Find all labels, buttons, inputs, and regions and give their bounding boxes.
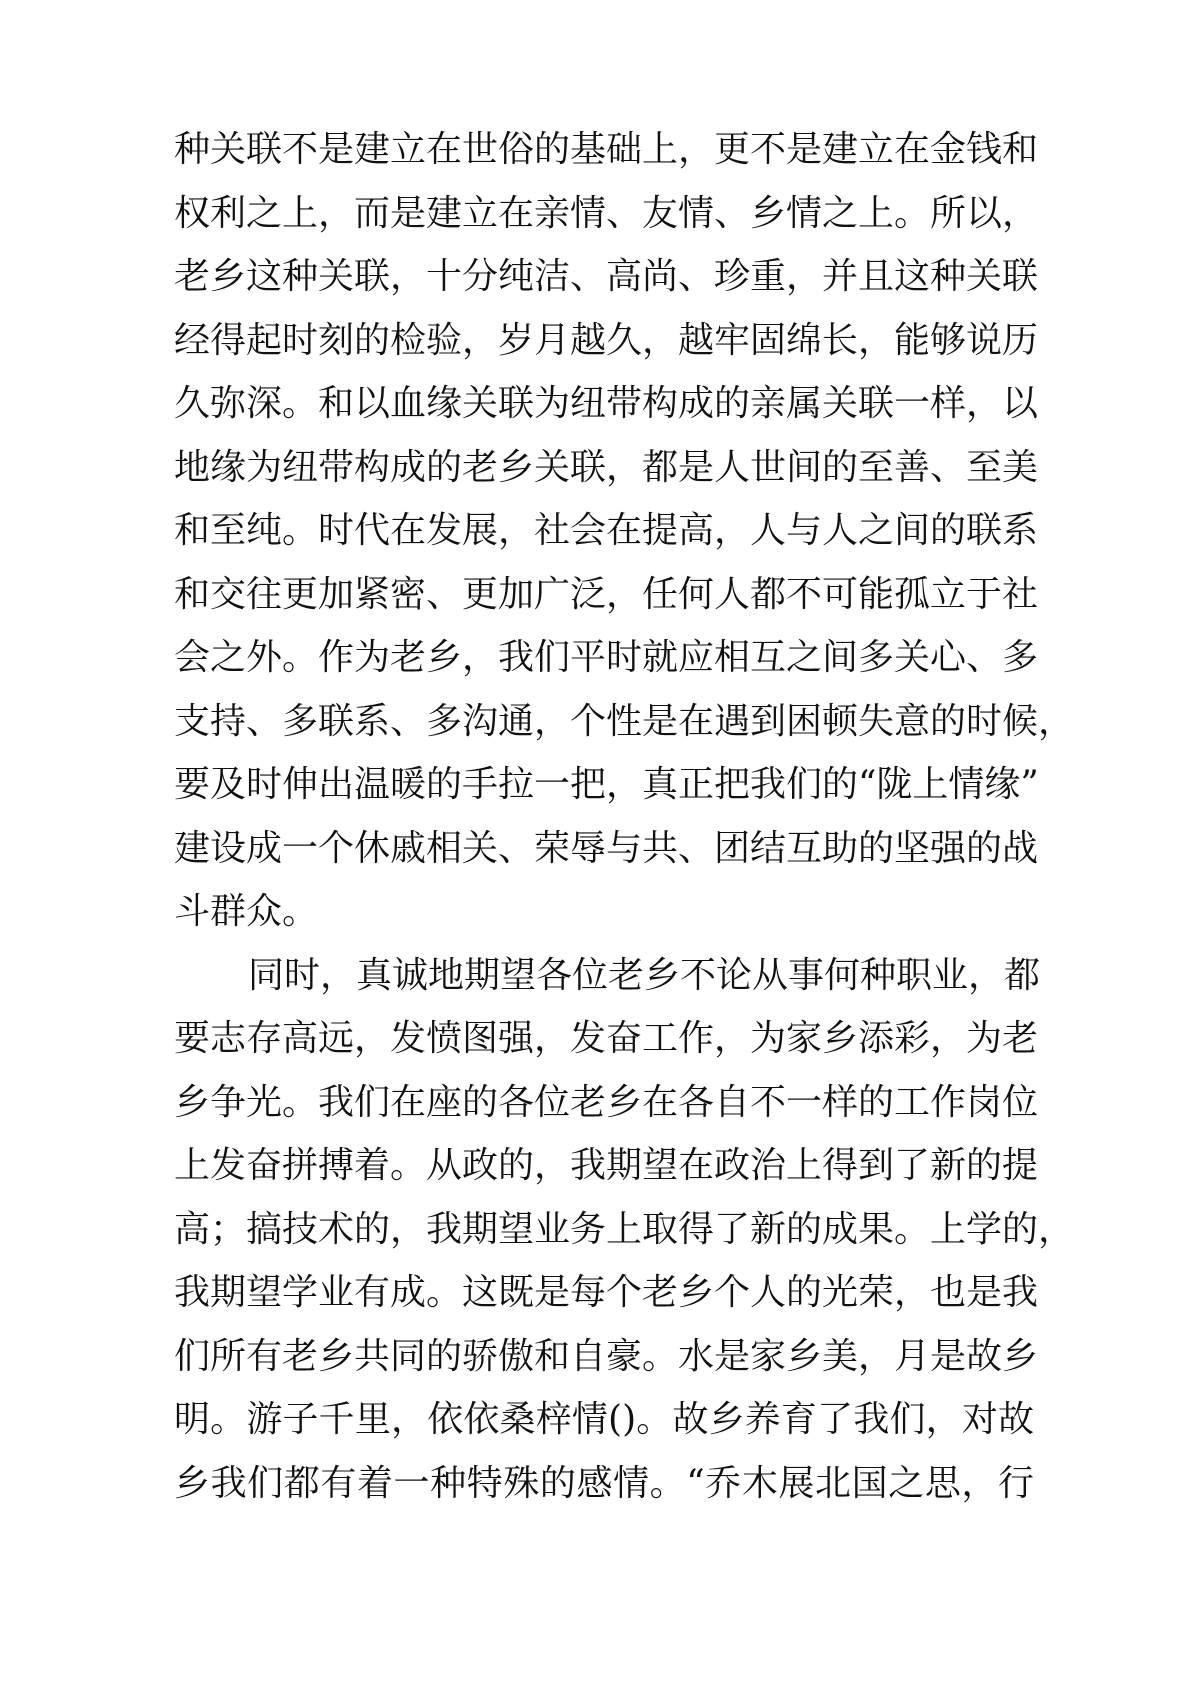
text-line: 同时，真诚地期望各位老乡不论从事何种职业，都 [248, 954, 1041, 996]
text-line: 要及时伸出温暖的手拉一把，真正把我们的“陇上情缘” [174, 764, 1039, 805]
text-line: 经得起时刻的检验，岁月越久，越牢固绵长，能够说历 [174, 319, 1039, 361]
text-line: 建设成一个休戚相关、荣辱与共、团结互助的坚强的战 [174, 827, 1039, 869]
text-line: 会之外。作为老乡，我们平时就应相互之间多关心、多 [174, 637, 1039, 678]
text-line: 种关联不是建立在世俗的基础上，更不是建立在金钱和 [174, 129, 1039, 170]
text-line: 斗群众。 [174, 891, 319, 932]
document-body [174, 118, 1075, 1515]
text-line: 地缘为纽带构成的老乡关联，都是人世间的至善、至美 [174, 446, 1039, 488]
text-line: 久弥深。和以血缘关联为纽带构成的亲属关联一样，以 [174, 383, 1039, 424]
text-line: 我期望学业有成。这既是每个老乡个人的光荣，也是我 [174, 1272, 1039, 1313]
text-line: 高；搞技术的，我期望业务上取得了新的成果。上学的， [174, 1208, 1075, 1250]
text-line: 支持、多联系、多沟通，个性是在遇到困顿失意的时候， [174, 700, 1075, 742]
text-line: 老乡这种关联，十分纯洁、高尚、珍重，并且这种关联 [174, 256, 1039, 297]
text-line: 和至纯。时代在发展，社会在提高，人与人之间的联系 [174, 510, 1039, 551]
text-line: 明。游子千里，依依桑梓情()。故乡养育了我们，对故 [174, 1399, 1034, 1440]
text-line: 乡我们都有着一种特殊的感情。“乔木展北国之思，行 [174, 1462, 1034, 1504]
text-line: 权利之上，而是建立在亲情、友情、乡情之上。所以， [174, 192, 1039, 234]
text-line: 上发奋拼搏着。从政的，我期望在政治上得到了新的提 [174, 1145, 1039, 1186]
text-line: 乡争光。我们在座的各位老乡在各自不一样的工作岗位 [174, 1081, 1039, 1123]
text-line: 要志存高远，发愤图强，发奋工作，为家乡添彩，为老 [174, 1018, 1039, 1059]
text-line: 和交往更加紧密、更加广泛，任何人都不可能孤立于社 [174, 573, 1039, 615]
text-line: 们所有老乡共同的骄傲和自豪。水是家乡美，月是故乡 [174, 1335, 1039, 1377]
